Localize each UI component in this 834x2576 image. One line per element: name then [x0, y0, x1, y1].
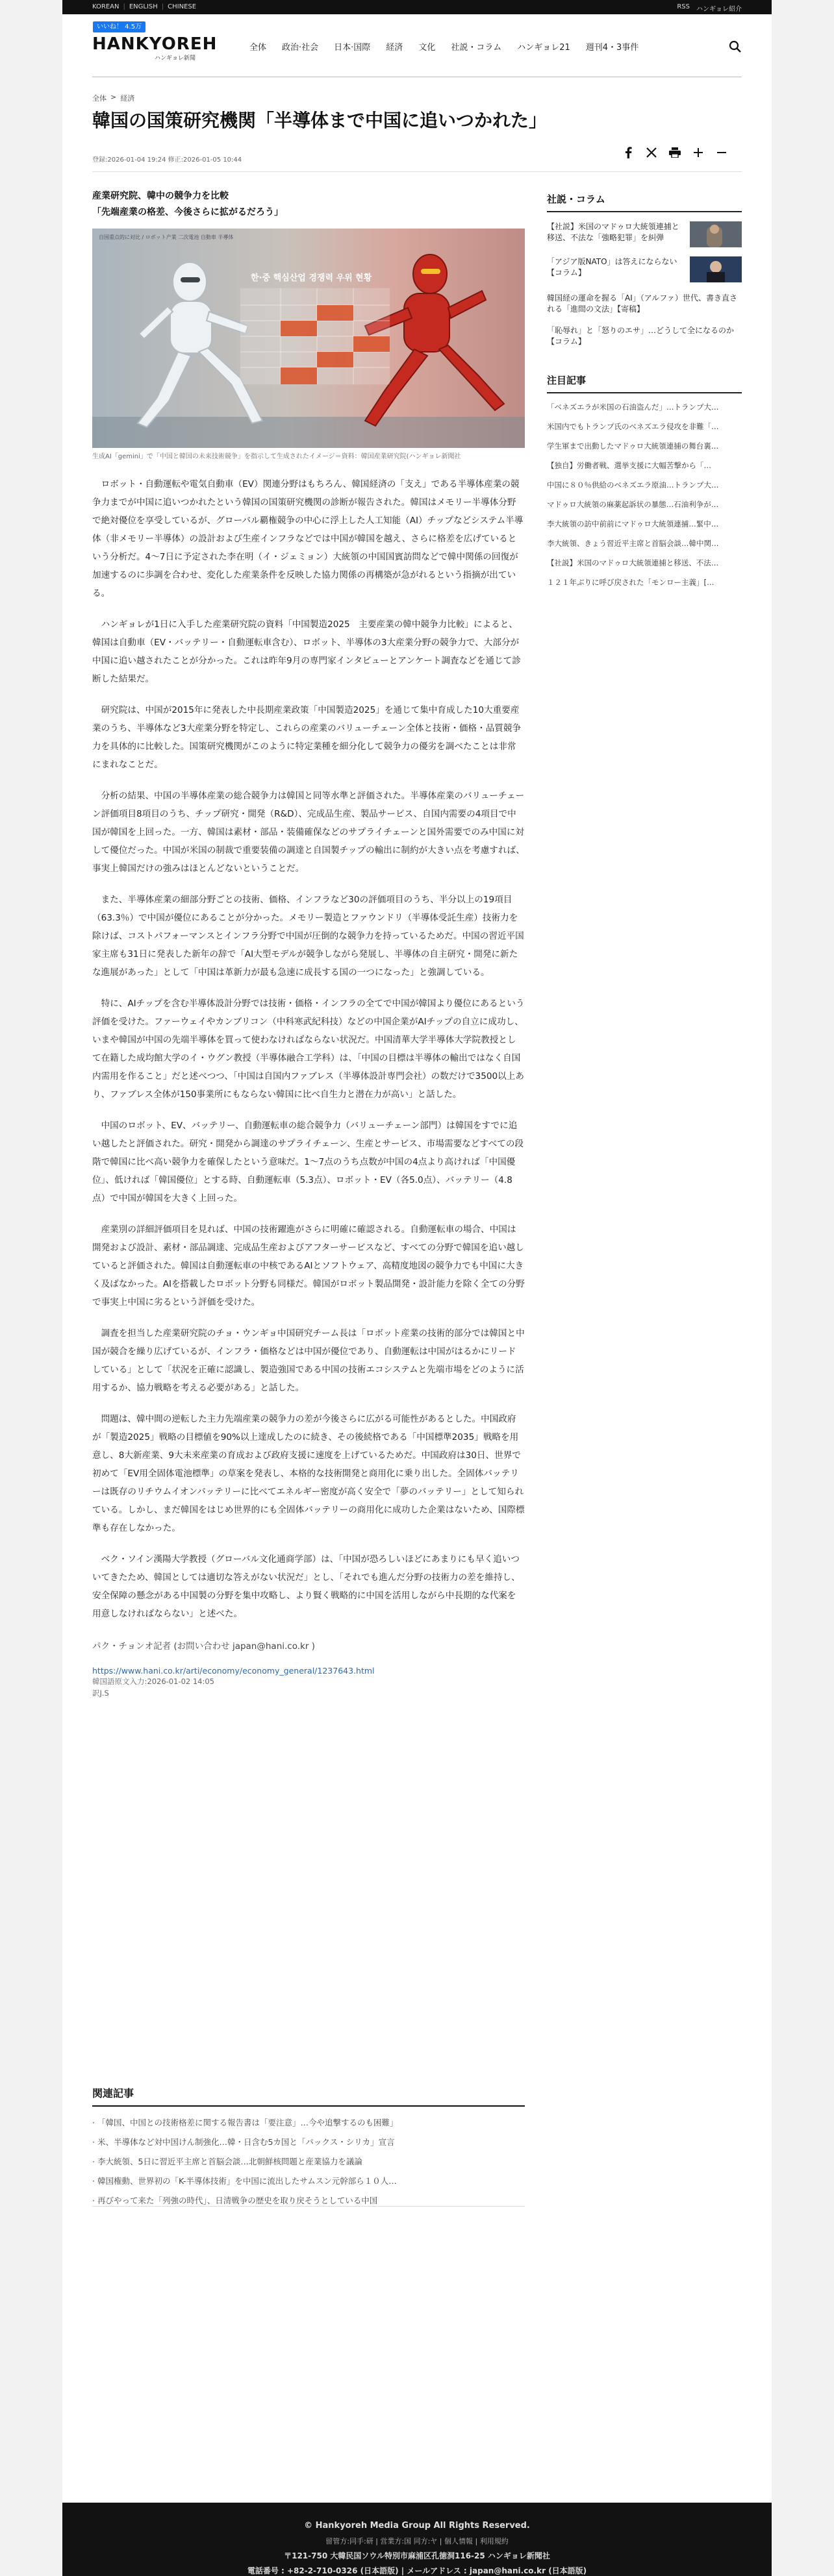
related-item[interactable]: · 李大統領、5日に習近平主席と首脳会談…北朝鮮核問題と産業協力を議論 [92, 2157, 362, 2166]
editorial-heading: 社説・コラム [547, 192, 742, 212]
related-item-title: 「韓国、中国との技術格差に関する報告書は「要注意」…今や追撃するのも困難」 [97, 2118, 398, 2127]
article-paragraph: 分析の結果、中国の半導体産業の総合競争力は韓国と同等水準と評価された。半導体産業のバリューチェーン評価項目8項目のうち、チップ研究・開発（R&D）、完成品生産、製品サービス、自国内需要の4項目で中国が韓国を上回った。一方、韓国は素材・部品・装備確保などのサプライチェーンと国外需要でのみ中国に対して優位だった。中国が米国の制裁で重要装備の調達と自国製チップの輸出に制約が大きい点を考慮すれば、事実上韓国だけの強みはほとんどないということだ。 [92, 791, 525, 874]
footer-contact: 電話番号 : +82-2-710-0326 (日本語版) | メールアドレス : japan@hani.co.kr (日本語版) [247, 2566, 587, 2575]
article-image [92, 229, 525, 448]
original-article-link[interactable]: https://www.hani.co.kr/arti/economy/economy_general/1237643.html [92, 1666, 375, 1676]
related-item[interactable]: · 再びやって来た「列強の時代」、日清戦争の歴史を取り戻そうとしている中国 [92, 2196, 378, 2205]
article-subhead: 「先端産業の格差、今後さらに拡がるだろう」 [92, 207, 283, 217]
font-decrease-icon[interactable] [714, 145, 729, 160]
popular-item[interactable]: 【社説】米国のマドゥロ大統領連捕と移送、不法… [547, 558, 719, 567]
popular-item[interactable]: 【独自】労働者戦、選挙支援に大幅苦撃から「… [547, 461, 711, 470]
article-paragraph: 問題は、韓中間の逆転した主力先端産業の競争力の差が今後さらに広がる可能性があるとした。中国政府が「製造2025」戦略の目標値を90%以上達成したのに続き、その後続格である「中国標準2035」戦略を用意し、8大新産業、9大未来産業の育成および政府支援に速度を上げているためだ。中国政府は30日、世界で初めて「EV用全固体電池標準」の草案を発表し、本格的な技術開発と商用化に乗り出した。全固体バッテリーは既存のリチウムイオンバッテリーに比べてエネルギー密度が高く安全で「夢のバッテリー」として知られている。しかし、まだ韓国をはじめ世界的にも全固体バッテリーの商用化に成功した企業はないため、国際標準も存在しなかった。 [92, 1414, 525, 1533]
article-paragraph: ベク・ソイン漢陽大学教授（グローバル文化通商学部）は、「中国が恐ろしいほどにあまりにも早く追いついてきたため、韓国としては適切な答えがない状況だ」とし、「それでも進んだ分野の技術力の差を維持し、安全保障の懸念がある中国製の分野を集中攻略し、より賢く戦略的に中国を活用しながら中長期的な代案を用意しなければならない」と述べた。 [92, 1554, 520, 1619]
related-item[interactable]: · 米、半導体など対中国けん制強化…韓・日含む5カ国と「パックス・シリカ」宣言 [92, 2137, 395, 2147]
sidebar [547, 192, 742, 588]
image-caption: 生成AI「gemini」で「中国と韓国の未来技術競争」を指示して生成されたイメージ＝資料：韓国産業研究院(ハンギョレ新聞社 [92, 453, 461, 460]
lang-chinese[interactable]: CHINESE [168, 3, 197, 10]
top-bar [62, 0, 772, 14]
nav-hankyoreh21[interactable]: ハンギョレ21 [517, 43, 570, 53]
related-heading: 関連記事 [92, 2085, 525, 2107]
popular-list [547, 402, 742, 588]
site-footer [62, 2503, 772, 2576]
editorial-text-item[interactable] [547, 325, 742, 347]
nav-editorial[interactable]: 社説・コラム [451, 43, 502, 53]
print-icon[interactable] [668, 145, 682, 160]
share-toolbar [621, 145, 729, 160]
article-paragraph: ハンギョレが1日に入手した産業研究院の資料「中国製造2025 主要産業の韓中競争力比較」によると、韓国は自動車（EV・バッテリー・自動運転車含む）、ロボット、半導体の3大産業分野の競争力で、大部分が中国に追い越されたことが分かった。これは昨年9月の専門家インタビューとアンケート調査などを通じて診断した結果だ。 [92, 619, 521, 684]
lang-english[interactable]: ENGLISH [129, 3, 158, 10]
editorial-pick-title: 【社説】米国のマドゥロ大統領連捕と移送、不法な「強略犯罪」を糾弾 [547, 222, 679, 242]
popular-item[interactable]: 「ベネズエラが米国の石油盗んだ」…トランプ大… [547, 402, 719, 412]
related-articles [92, 2085, 525, 2211]
article-subhead: 産業研究院、韓中の競争力を比較 [92, 191, 229, 201]
about-link[interactable]: ハンギョレ紹介 [696, 6, 742, 13]
related-item-title: 米、半導体など対中国けん制強化…韓・日含む5カ国と「パックス・シリカ」宣言 [97, 2137, 395, 2147]
footer-links[interactable]: 留管方:同手:研 | 営業方:国 同方:ヤ | 個人情報 | 利用規約 [325, 2537, 509, 2545]
robot-illustration [92, 229, 525, 448]
editorial-item-title: 韓国経の運命を握る「ΑΙ」（アルファ）世代、書き直される「進間の文法」【寄稿】 [547, 293, 738, 314]
popular-item[interactable]: 中国に８０％供給のベネズエラ原油…トランプ大… [547, 480, 719, 489]
breadcrumb-all[interactable]: 全体 [92, 94, 107, 103]
breadcrumb [92, 93, 134, 103]
column-thumbnail [690, 256, 742, 282]
logo-text: HANKYOREH [92, 34, 218, 54]
article-paragraph: また、半導体産業の細部分野ごとの技術、価格、インフラなど30の評価項目のうち、半分以上の19項目（63.3％）で中国が優位にあることが分かった。メモリー製造とファウンドリ（半導体受託生産）技術力を除けば、コストパフォーマンスとインフラ分野で中国が圧倒的な競争力を持っているためだ。中国の習近平国家主席も31日に発表した新年の辞で「AI大型モデルが競争しながら発展し、半導体の自主研究・開発に新たな進展があった」として「中国は革新力が最も急速に成長する国の一つになった」と強調している。 [92, 895, 524, 978]
footer-address: 〒121-750 大韓民国ソウル特別市麻浦区孔徳洞116-25 ハンギョレ新聞社 [284, 2551, 550, 2560]
popular-heading: 注目記事 [547, 373, 742, 393]
separator: | [123, 3, 125, 10]
image-footnote: 自国重点的に対比 / ロボット产業 二次電池 自動車 半導体 [99, 234, 234, 240]
page [62, 0, 772, 2576]
nav-economy[interactable]: 経済 [386, 43, 403, 53]
breadcrumb-economy[interactable]: 経済 [120, 94, 135, 103]
popular-item[interactable]: 李大統領の訪中前前にマドゥロ大統領連捕…緊中… [547, 519, 719, 528]
article-paragraph: 産業別の詳細評価項目を見れば、中国の技術躍進がさらに明確に確認される。自動運転車の場合、中国は開発および設計、素材・部品調達、完成品生産およびアフターサービスなど、すべての分野で韓国を追い越していると評価された。韓国は自動運転車の中核であるAIとソフトウェア、高精度地図の競争力でも中国に大きく及ばなかった。AIを搭載したロボット分野も同様だ。韓国がロボット製品開発・設計能力を除く全ての分野で事実上中国に劣るという評価を受けた。 [92, 1224, 525, 1307]
image-chart-title: 한·중 핵심산업 경쟁력 우위 현황 [251, 273, 372, 283]
facebook-share-icon[interactable] [621, 145, 635, 160]
logo-subtitle: ハンギョレ新聞 [155, 55, 196, 62]
top-right-links [677, 3, 742, 13]
related-item-title: 韓国権動、世界初の「K-半導体技術」を中国に流出したサムスン元幹部ら１０人… [97, 2176, 397, 2186]
original-input-date: 韓国語原文入力:2026-01-02 14:05 [92, 1677, 215, 1686]
nav-japan-intl[interactable]: 日本·国際 [334, 43, 371, 53]
nav-jeju43[interactable]: 週刊4・3事件 [585, 43, 639, 53]
article-paragraph: 中国のロボット、EV、バッテリー、自動運転車の総合競争力（バリューチェーン部門）は韓国をすでに追い越したと評価された。研究・開発から調達のサプライチェーン、生産とサービス、市場需要などすべての段階で韓国に比べ高い競争力を確保したという意味だ。1～7点のうち点数が中国の4点より高ければ「中国優位」、低ければ「韓国優位」とする時、自動運転車（5.3点）、ロボット・EV（各5.0点）、バッテリー（4.8点）で中国が韓国を大きく上回った。 [92, 1121, 524, 1204]
main-nav [249, 40, 638, 53]
related-item[interactable]: · 「韓国、中国との技術格差に関する報告書は「要注意」…今や追撃するのも困難」 [92, 2118, 398, 2127]
language-links [92, 3, 196, 10]
x-share-icon[interactable] [644, 145, 659, 160]
editorial-pick[interactable] [547, 256, 742, 282]
lang-korean[interactable]: KOREAN [92, 3, 120, 10]
breadcrumb-separator: > [110, 93, 117, 101]
related-item-title: 再びやって来た「列強の時代」、日清戦争の歴史を取り戻そうとしている中国 [97, 2196, 378, 2205]
nav-all[interactable]: 全体 [249, 43, 267, 53]
translator-credit: 訳J.S [92, 1689, 109, 1698]
article-paragraph: 研究院は、中国が2015年に発表した中長期産業政策「中国製造2025」を通じて集中育成した10大重要産業のうち、半導体など3大産業分野を特定し、これらの産業のバリューチェーン全体と技術・価格・品質競争力を具体的に比較した。国策研究機関がこのように特定業種を細分化して競争力の優劣を調べたことは非常にまれなことだ。 [92, 705, 522, 770]
popular-item[interactable]: 米国内でもトランプ氏のベネズエラ侵攻を非難「… [547, 422, 719, 431]
related-divider [92, 2206, 525, 2207]
editorial-item-title: 「恥辱れ」と「怒りのエサ」…どうして全になるのか【コラム】 [547, 326, 735, 346]
related-item[interactable]: · 韓国権動、世界初の「K-半導体技術」を中国に流出したサムスン元幹部ら１０人… [92, 2176, 397, 2186]
article-dates: 登録:2026-01-04 19:24 修正:2026-01-05 10:44 [92, 156, 242, 164]
editorial-pick-title: 「アジア版NATO」は答えにならない【コラム】 [547, 257, 677, 277]
article-paragraph: 調査を担当した産業研究院のチョ・ウンギョ中国研究チーム長は「ロボット産業の技術的部分では韓国と中国が競合を繰り広げているが、インフラ・価格などは中国が優位であり、自動運転は中国がはるかにリードしている」として「状況を正確に認識し、製造強国である中国の技術エコシステムと先端市場をどのように活用するか、協力戦略を考える必要がある」と話した。 [92, 1328, 525, 1393]
popular-item[interactable]: 李大統領、きょう習近平主席と首脳会談…韓中関… [547, 539, 719, 548]
search-icon[interactable] [729, 40, 742, 53]
nav-culture[interactable]: 文化 [418, 43, 436, 53]
related-item-title: 李大統領、5日に習近平主席と首脳会談…北朝鮮核問題と産業協力を議論 [97, 2157, 362, 2166]
font-increase-icon[interactable] [691, 145, 705, 160]
facebook-like-button[interactable]: いいね！ 4.5万 [93, 21, 145, 32]
popular-item[interactable]: 学生軍まで出動したマドゥロ大統領連捕の舞台裏… [547, 441, 719, 451]
rss-link[interactable]: RSS [677, 3, 690, 10]
nav-politics[interactable]: 政治·社会 [282, 43, 319, 53]
page-title: 韓国の国策研究機関「半導体まで中国に追いつかれた」 [92, 110, 548, 131]
site-logo[interactable] [92, 35, 216, 61]
article-paragraph: 特に、AIチップを含む半導体設計分野では技術・価格・インフラの全てで中国が韓国より優位にあるという評価を受けた。ファーウェイやカンブリコン（中科寒武紀科技）などの中国企業がAIチップの自立に成功し、いまや韓国が中国の先端半導体を買って使わなければならない状況だ。中国清華大学半導体大学院教授として在籍した成均館大学のイ・ウグン教授（半導体融合工学科）は、「中国の目標は半導体の輸出ではなく自国内需用を作ること」だと述べつつ、「中国は自国内ファブレス（半導体設計専門会社）の数だけで3500以上あり、ファブレス全体が150事業所にもならない韓国に比べ自生力と潜在力が高い」と話した。 [92, 998, 525, 1100]
title-divider [92, 171, 742, 172]
article-body [92, 188, 525, 1699]
separator: | [161, 3, 164, 10]
editorial-pick[interactable] [547, 221, 742, 247]
editorial-text-item[interactable] [547, 293, 742, 315]
author-byline: パク・チョンオ記者 (お問い合わせ japan@hani.co.kr ) [92, 1641, 315, 1652]
article-paragraph: ロボット・自動運転や電気自動車（EV）関連分野はもちろん、韓国経済の「支え」である半導体産業の競争力までが中国に追いつかれたという韓国の国策研究機関の診断が報告された。韓国はメモリー半導体分野で絶対優位を享受しているが、グローバル覇権競争の中心に浮上した人工知能（AI）チップなどシステム半導体（非メモリー半導体）の設計および生産インフラなどでは中国が韓国を越え、さらに格差を広げているという分析だ。4～7日に予定された李在明（イ・ジェミョン）大統領の中国国賓訪問などで韓中関係の回復が加速するのに歩調を合わせ、変化した産業条件を反映した協力関係の再構築が急がれるという指摘が出ている。 [92, 479, 524, 599]
footer-copyright: © Hankyoreh Media Group All Rights Reserved. [304, 2521, 530, 2531]
editorial-thumbnail [690, 221, 742, 247]
popular-item[interactable]: マドゥロ大統領の麻薬起訴状の暴態…石油利争が… [547, 500, 719, 509]
popular-item[interactable]: １２１年ぶりに呼び戻された「モンロー主義」[… [547, 578, 714, 587]
